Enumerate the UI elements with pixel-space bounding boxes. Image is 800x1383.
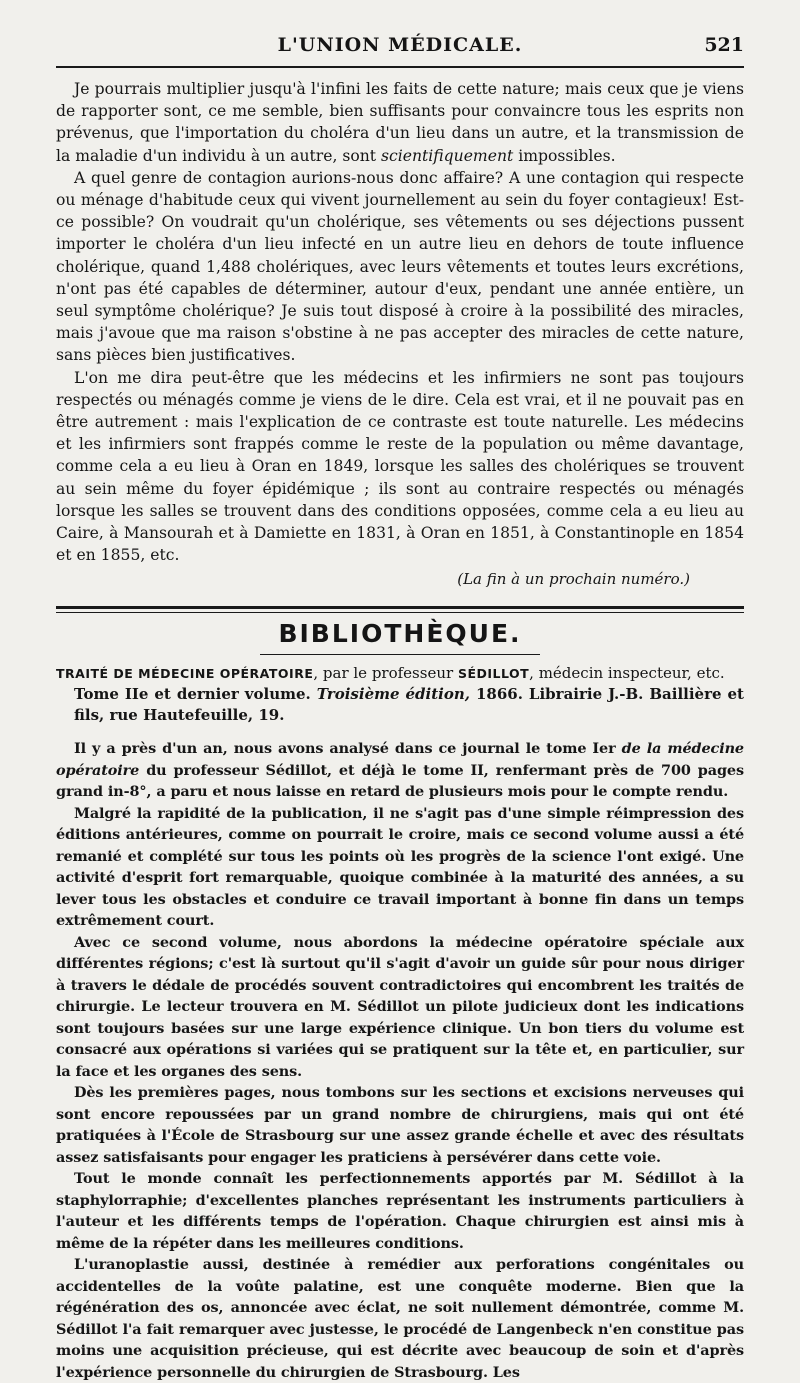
paragraph: Tout le monde connaît les perfectionnements apportés par M. Sédillot à la staphylorraphie; d'excellentes planches représentant les instruments particuliers à l'auteur et les différents temps de l'opération. Chaque chirurgien est ainsi mis à même de la répéter dans les meilleures conditions. (56, 1170, 744, 1252)
book-reference: TRAITÉ DE MÉDECINE OPÉRATOIRE, par le professeur SÉDILLOT, médecin inspecteur, etc. Tome IIe et dernier volume. Troisième édition, 1866. Librairie J.-B. Baillière et fils, rue Hautefeuille, 19. (56, 664, 744, 725)
review-body (56, 738, 744, 1383)
paragraph: A quel genre de contagion aurions-nous donc affaire? A une contagion qui respecte ou ménage d'habitude ceux qui vivent journellement au sein du foyer contagieux! Est-ce possible? On voudrait qu'un cholérique, ses vêtements ou ses déjections pussent importer le choléra d'un lieu infecté en un autre lieu en dehors de toute influence cholérique, quand 1,488 cholériques, avec leurs vêtements et toutes leurs excrétions, n'ont pas été capables de déterminer, autour d'eux, pendant une année entière, un seul symptôme cholérique? Je suis tout disposé à croire à la possibilité des miracles, mais j'avoue que ma raison s'obstine à ne pas accepter des miracles de cette nature, sans pièces bien justificatives. (56, 168, 744, 365)
paragraph: Avec ce second volume, nous abordons la médecine opératoire spéciale aux différentes régions; c'est là surtout qu'il s'agit d'avoir un guide sûr pour nous diriger à travers le dédale de procédés souvent contradictoires qui encombrent les traités de chirurgie. Le lecteur trouvera en M. Sédillot un pilote judicieux dont les indications sont toujours basées sur une large expérience clinique. Un bon tiers du volume est consacré aux opérations si variées qui se pratiquent sur la tête et, en particulier, sur la face et les organes des sens. (56, 933, 744, 1080)
header-rule (56, 66, 744, 68)
paragraph: L'uranoplastie aussi, destinée à remédier aux perforations congénitales ou accidentelles de la voûte palatine, est une conquête moderne. Bien que la régénération des os, annoncée avec éclat, ne soit nullement démontrée, comme M. Sédillot l'a fait remarquer avec justesse, le procédé de Langenbeck n'en constitue pas moins une acquisition précieuse, qui est décrite avec beaucoup de soin et d'après l'expérience personnelle du chirurgien de Strasbourg. Les (56, 1256, 744, 1381)
section-title: BIBLIOTHÈQUE. (278, 619, 522, 649)
to-be-continued-note: (La fin à un prochain numéro.) (457, 570, 690, 589)
section-divider (56, 606, 744, 613)
running-title: L'UNION MÉDICALE. (277, 34, 523, 56)
page-number: 521 (704, 34, 744, 56)
paragraph: Je pourrais multiplier jusqu'à l'infini les faits de cette nature; mais ceux que je viens de rapporter sont, ce me semble, bien suffisants pour convaincre tous les esprits non prévenus, que l'importation du choléra d'un lieu dans un autre, et la transmission de la maladie d'un individu à un autre, sont scientifiquement impossibles. (56, 80, 744, 165)
running-head (56, 30, 744, 56)
paragraph: Dès les premières pages, nous tombons sur les sections et excisions nerveuses qui sont encore repoussées par un grand nombre de chirurgiens, mais qui ont été pratiquées à l'École de Strasbourg sur une assez grande échelle et avec des résultats assez satisfaisants pour engager les praticiens à persévérer dans cette voie. (56, 1084, 744, 1166)
title-rule (260, 654, 540, 655)
article-body (56, 78, 744, 588)
paragraph: Il y a près d'un an, nous avons analysé dans ce journal le tome Ier de la médecine opératoire du professeur Sédillot, et déjà le tome II, renfermant près de 700 pages grand in-8°, a paru et nous laisse en retard de plusieurs mois pour le compte rendu. (56, 740, 744, 801)
paragraph: L'on me dira peut-être que les médecins et les infirmiers ne sont pas toujours respectés ou ménagés comme je viens de le dire. Cela est vrai, et il ne pouvait pas en être autrement : mais l'explication de ce contraste est toute naturelle. Les médecins et les infirmiers sont frappés comme le reste de la population ou même davantage, comme cela a eu lieu à Oran en 1849, lorsque les salles des cholériques se trouvent au sein même du foyer épidémique ; ils sont au contraire respectés ou ménagés lorsque les salles se trouvent dans des conditions opposées, comme cela a eu lieu au Caire, à Mansourah et à Damiette en 1831, à Oran en 1851, à Constantinople en 1854 et en 1855, etc. (56, 368, 744, 565)
paragraph: Malgré la rapidité de la publication, il ne s'agit pas d'une simple réimpression des éditions antérieures, comme on pourrait le croire, mais ce second volume aussi a été remanié et complété sur tous les points où les progrès de la science l'ont exigé. Une activité d'esprit fort remarquable, quoique combinée à la maturité des années, a su lever tous les obstacles et conduire ce travail important à bonne fin dans un temps extrêmement court. (56, 804, 744, 930)
